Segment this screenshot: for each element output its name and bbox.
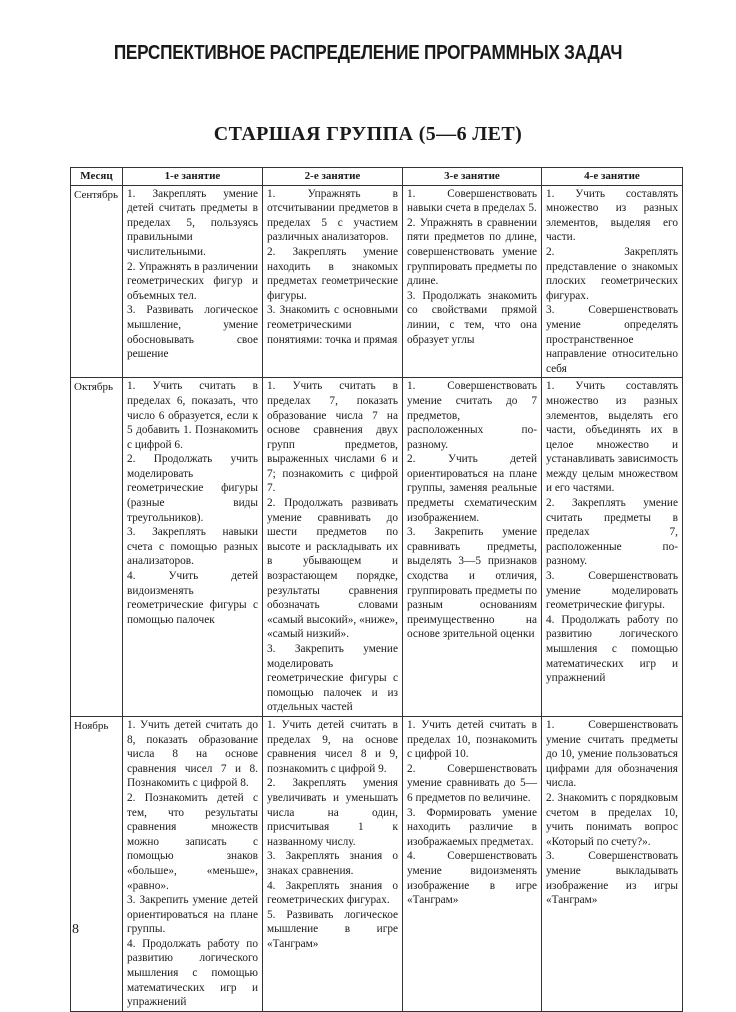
task-item: 3. Закрепить умение детей ориентироваться на плане группы. [127, 894, 258, 936]
section-subtitle: СТАРШАЯ ГРУППА (5—6 ЛЕТ) [213, 123, 523, 145]
task-item: 1. Учить составлять множество из разных элементов, выделять его части, объединять их в целое множество и устанавливать зависимость между целым множеством и его частями. [546, 380, 678, 495]
task-item: 2. Учить детей ориентироваться на плане группы, заменяя реальные предметы схематическим изображением. [407, 453, 537, 524]
lesson-4-cell [542, 716, 683, 1011]
task-item: 1. Учить детей считать до 8, показать образование числа 8 на основе сравнения чисел 7 и 8. Познакомить с цифрой 8. [127, 718, 258, 790]
task-item: 2. Закреплять умение считать предметы в пределах 7, расположенные по-разному. [546, 497, 678, 568]
task-item: 1. Закреплять умение детей считать предметы в пределах 5, пользуясь правильными числительными. [127, 187, 258, 258]
task-item: 3. Совершенствовать умение моделировать геометрические фигуры. [546, 570, 678, 612]
task-item: 4. Закреплять знания о геометрических фигурах. [267, 879, 398, 907]
task-item: 3. Совершенствовать умение выкладывать изображение из игры «Танграм» [546, 850, 678, 907]
lesson-3-cell [403, 716, 542, 1011]
task-item: 2. Продолжать развивать умение сравнивать до шести предметов по высоте и раскладывать их в убывающем и возрастающем порядке, результаты сравнения обозначать словами «самый высокий», «ниже», «самый низкий». [267, 497, 398, 641]
task-item: 2. Познакомить детей с тем, что результаты сравнения множеств можно записать с помощью знаков «больше», «меньше», «равно». [127, 791, 258, 892]
page-title: ПЕРСПЕКТИВНОЕ РАСПРЕДЕЛЕНИЕ ПРОГРАММНЫХ ЗАДАЧ [113, 42, 623, 64]
task-item: 2. Закреплять представление о знакомых плоских геометрических фигурах. [546, 245, 678, 302]
task-item: 2. Упражнять в различении геометрических фигур и объемных тел. [127, 260, 258, 302]
task-item: 3. Формировать умение находить различие в изображаемых предметах. [407, 806, 537, 848]
task-item: 4. Продолжать работу по развитию логического мышления с помощью математических игр и упражнений [127, 937, 258, 1009]
lesson-1-cell [123, 185, 263, 378]
task-item: 1. Совершенствовать умение считать до 7 предметов, расположенных по-разному. [407, 380, 537, 451]
table-header-row [71, 168, 683, 186]
lesson-2-cell [263, 716, 403, 1011]
task-item: 3. Закреплять знания о знаках сравнения. [267, 850, 398, 877]
task-item: 1. Учить составлять множество из разных элементов, выделяя его части. [546, 187, 678, 244]
task-item: 1. Упражнять в отсчитывании предметов в пределах 5 с участием различных анализаторов. [267, 187, 398, 244]
task-item: 1. Учить детей считать в пределах 9, на основе сравнения чисел 8 и 9, познакомить с цифрой 9. [267, 718, 398, 775]
header-lesson-3: 3-е занятие [403, 168, 542, 186]
lesson-4-cell [542, 378, 683, 717]
task-item: 3. Закреплять навыки счета с помощью разных анализаторов. [127, 526, 258, 568]
task-item: 3. Продолжать знакомить со свойствами прямой линии, с тем, что она образует углы [407, 289, 537, 346]
header-month: Месяц [71, 168, 123, 186]
month-cell: Ноябрь [71, 716, 123, 1011]
header-lesson-2: 2-е занятие [263, 168, 403, 186]
task-item: 5. Развивать логическое мышление в игре «Танграм» [267, 908, 398, 950]
lesson-3-cell [403, 185, 542, 378]
task-item: 2. Упражнять в сравнении пяти предметов по длине, совершенствовать умение группировать предметы по длине. [407, 216, 537, 288]
task-item: 1. Совершенствовать умение считать предметы до 10, умение пользоваться цифрами для обозначения числа. [546, 718, 678, 790]
lesson-4-cell [542, 185, 683, 378]
task-item: 2. Совершенствовать умение сравнивать до 5—6 предметов по величине. [407, 762, 537, 804]
task-item: 3. Закрепить умение сравнивать предметы, выделять 3—5 признаков сходства и отличия, группировать предметы по разным основаниям преимущественно на основе зрительной оценки [407, 526, 537, 641]
lesson-1-cell [123, 378, 263, 717]
task-item: 1. Учить считать в пределах 6, показать, что число 6 образуется, если к 5 добавить 1. Познакомить с цифрой 6. [127, 380, 258, 451]
task-item: 3. Закрепить умение моделировать геометрические фигуры с помощью палочек и из отдельных частей [267, 643, 398, 714]
header-lesson-4: 4-е занятие [542, 168, 683, 186]
month-cell: Сентябрь [71, 185, 123, 378]
task-item: 4. Учить детей видоизменять геометрические фигуры с помощью палочек [127, 570, 258, 626]
lesson-3-cell [403, 378, 542, 717]
task-item: 3. Знакомить с основными геометрическими понятиями: точка и прямая [267, 304, 398, 346]
task-item: 4. Продолжать работу по развитию логического мышления с помощью математических игр и упражнений [546, 613, 678, 685]
table-row [71, 716, 683, 1011]
task-item: 4. Совершенствовать умение видоизменять изображение в игре «Танграм» [407, 850, 537, 907]
month-cell: Октябрь [71, 378, 123, 717]
page-number: 8 [72, 922, 79, 937]
task-item: 1. Совершенствовать навыки счета в пределах 5. [407, 187, 537, 215]
task-item: 1. Учить считать в пределах 7, показать образование числа 7 на основе сравнения двух групп предметов, выраженных числами 6 и 7; познакомить с цифрой 7. [267, 380, 398, 495]
table-row [71, 185, 683, 378]
program-tasks-table [70, 167, 683, 1012]
task-item: 2. Закреплять умение находить в знакомых предметах геометрические фигуры. [267, 245, 398, 302]
task-item: 3. Совершенствовать умение определять пространственное направление относительно себя [546, 304, 678, 375]
lesson-2-cell [263, 185, 403, 378]
header-lesson-1: 1-е занятие [123, 168, 263, 186]
lesson-2-cell [263, 378, 403, 717]
lesson-1-cell [123, 716, 263, 1011]
task-item: 2. Закреплять умения увеличивать и уменьшать числа на один, присчитывая 1 к названному числу. [267, 777, 398, 848]
task-item: 1. Учить детей считать в пределах 10, познакомить с цифрой 10. [407, 718, 537, 761]
task-item: 2. Знакомить с порядковым счетом в пределах 10, учить понимать вопрос «Который по счету?». [546, 791, 678, 848]
table-row [71, 378, 683, 717]
task-item: 2. Продолжать учить моделировать геометрические фигуры (разные виды треугольников). [127, 453, 258, 524]
task-item: 3. Развивать логическое мышление, умение обосновывать свое решение [127, 304, 258, 361]
